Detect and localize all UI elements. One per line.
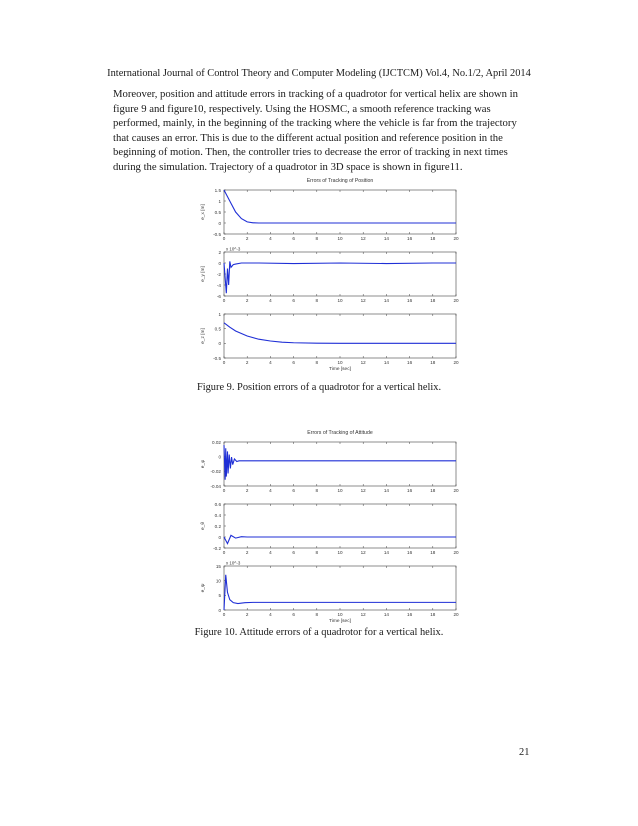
y-tick-label: -2: [216, 271, 221, 277]
series-line: [224, 535, 456, 543]
y-tick-label: 0.4: [214, 512, 221, 518]
y-tick-label: 0: [218, 534, 221, 540]
x-tick-label: 12: [360, 550, 366, 555]
paragraph-line: that causes an error. This is due to the different actual position and reference position in the: [113, 131, 503, 144]
x-tick-label: 20: [453, 488, 459, 493]
x-tick-label: 0: [222, 550, 226, 555]
paragraph-line: figure 9 and figure10, respectively. Using the HOSMC, a smooth reference tracking was: [113, 102, 491, 115]
x-tick-label: 14: [383, 236, 389, 241]
chart-svg: [190, 174, 470, 374]
body-paragraph: [113, 87, 531, 175]
series-line: [224, 190, 456, 223]
x-tick-label: 14: [383, 360, 389, 365]
y-tick-label: -0.02: [210, 469, 221, 475]
x-tick-label: 16: [407, 488, 413, 493]
x-tick-label: 2: [245, 360, 249, 365]
figure-9-chart: [190, 174, 470, 374]
x-tick-label: 14: [383, 488, 389, 493]
x-tick-label: 8: [315, 550, 319, 555]
x-tick-label: 2: [245, 612, 249, 617]
y-tick-label: 1.5: [214, 187, 221, 193]
y-scale-note: x 10^-3: [226, 246, 241, 252]
y-tick-label: 2: [218, 249, 221, 255]
y-tick-label: 1: [218, 311, 221, 317]
y-tick-label: 0: [218, 341, 221, 347]
figure-9-caption: Figure 9. Position errors of a quadrotor for a vertical helix.: [196, 382, 442, 393]
paragraph-line: during the simulation. Trajectory of a quadrotor in 3D space is shown in figure11.: [113, 160, 463, 173]
paragraph-line: Moreover, position and attitude errors in tracking of a quadrotor for vertical helix are shown in: [113, 88, 518, 100]
x-tick-label: 18: [430, 360, 436, 365]
x-tick-label: 4: [269, 612, 272, 617]
y-tick-label: 0.02: [212, 439, 221, 445]
x-tick-label: 8: [315, 488, 319, 493]
paragraph-line: beginning of motion. Then, the controller tries to decrease the error of tracking in next times: [113, 146, 508, 159]
x-tick-label: 0: [222, 488, 226, 493]
x-tick-label: 0: [222, 612, 226, 617]
y-axis-label: e_z [m]: [201, 328, 206, 344]
chart-title: Errors of Tracking of Attitude: [307, 430, 373, 436]
y-tick-label: 0: [218, 454, 221, 460]
x-axis-label: Time [sec]: [329, 367, 351, 372]
y-tick-label: 5: [218, 593, 221, 599]
y-axis-label: e_θ: [201, 521, 206, 531]
y-tick-label: 1: [218, 198, 221, 204]
x-tick-label: 16: [407, 612, 413, 617]
x-tick-label: 10: [337, 550, 343, 555]
y-tick-label: 0.5: [214, 326, 221, 332]
chart-panel-2: [200, 312, 459, 365]
paragraph-line: performed, mainly, in the beginning of the tracking where the vehicle is far from the trajectory: [113, 117, 517, 130]
x-tick-label: 4: [269, 360, 272, 365]
y-tick-label: -0.5: [213, 231, 221, 237]
chart-panel-0: [200, 188, 459, 241]
chart-title: Errors of Tracking of Position: [306, 178, 374, 184]
panel-frame: [224, 504, 456, 548]
chart-panel-0: [201, 440, 459, 493]
y-tick-label: 0.2: [214, 523, 221, 529]
series-line: [224, 575, 456, 610]
x-tick-label: 14: [383, 612, 389, 617]
x-tick-label: 20: [453, 298, 459, 303]
y-axis-label: e_x [m]: [201, 204, 206, 220]
x-tick-label: 4: [269, 236, 272, 241]
panel-frame: [224, 314, 456, 358]
x-tick-label: 20: [453, 236, 459, 241]
series-line: [224, 445, 456, 480]
series-line: [224, 323, 456, 344]
x-tick-label: 18: [430, 550, 436, 555]
x-tick-label: 12: [360, 612, 366, 617]
panel-frame: [224, 190, 456, 234]
x-tick-label: 2: [245, 298, 249, 303]
y-tick-label: 10: [215, 578, 221, 584]
x-tick-label: 20: [453, 550, 459, 555]
chart-panel-1: [200, 502, 459, 555]
panel-frame: [224, 252, 456, 296]
x-tick-label: 16: [407, 550, 413, 555]
chart-svg: [190, 426, 470, 626]
x-tick-label: 10: [337, 298, 343, 303]
x-tick-label: 0: [222, 298, 226, 303]
panel-frame: [224, 566, 456, 610]
y-tick-label: 0.6: [214, 501, 221, 507]
y-tick-label: -0.04: [210, 483, 221, 489]
x-tick-label: 0: [222, 360, 226, 365]
y-tick-label: 0.5: [214, 209, 221, 215]
x-tick-label: 2: [245, 550, 249, 555]
x-tick-label: 10: [337, 488, 343, 493]
x-tick-label: 2: [245, 236, 249, 241]
y-axis-label: e_ψ: [201, 583, 206, 593]
y-tick-label: 0: [218, 260, 221, 266]
figure-10-chart: [190, 426, 470, 626]
x-tick-label: 2: [245, 488, 249, 493]
panel-frame: [224, 442, 456, 486]
x-tick-label: 20: [453, 360, 459, 365]
x-tick-label: 10: [337, 360, 343, 365]
x-axis-label: Time [sec]: [329, 619, 351, 624]
x-tick-label: 6: [292, 360, 295, 365]
x-tick-label: 18: [430, 488, 436, 493]
x-tick-label: 6: [292, 612, 295, 617]
x-tick-label: 20: [453, 612, 459, 617]
x-tick-label: 6: [292, 236, 295, 241]
y-tick-label: -0.5: [213, 355, 221, 361]
x-tick-label: 6: [292, 298, 295, 303]
y-tick-label: 0: [218, 220, 221, 226]
x-tick-label: 12: [360, 488, 366, 493]
x-tick-label: 8: [315, 236, 319, 241]
y-tick-label: -4: [216, 282, 221, 288]
y-tick-label: -6: [216, 293, 221, 299]
x-tick-label: 18: [430, 612, 436, 617]
page-number: 21: [519, 747, 530, 758]
x-tick-label: 10: [337, 236, 343, 241]
x-tick-label: 16: [407, 236, 413, 241]
x-tick-label: 4: [269, 298, 272, 303]
chart-panel-1: [200, 247, 459, 304]
x-tick-label: 18: [430, 236, 436, 241]
x-tick-label: 4: [269, 488, 272, 493]
x-tick-label: 0: [222, 236, 226, 241]
x-tick-label: 6: [292, 550, 295, 555]
x-tick-label: 8: [315, 612, 319, 617]
x-tick-label: 4: [269, 550, 272, 555]
x-tick-label: 6: [292, 488, 295, 493]
figure-10-caption: Figure 10. Attitude errors of a quadrotor for a vertical helix.: [194, 627, 444, 638]
y-tick-label: -0.2: [213, 545, 221, 551]
journal-header: International Journal of Control Theory and Computer Modeling (IJCTCM) Vol.4, No.1/2, April 2014: [107, 68, 531, 79]
y-scale-note: x 10^-3: [226, 560, 241, 566]
chart-panel-2: [200, 561, 459, 618]
y-tick-label: 15: [215, 563, 221, 569]
x-tick-label: 12: [360, 236, 366, 241]
x-tick-label: 16: [407, 360, 413, 365]
y-axis-label: e_φ: [201, 459, 206, 469]
y-tick-label: 0: [218, 607, 221, 613]
series-line: [224, 261, 456, 293]
x-tick-label: 8: [315, 298, 319, 303]
x-tick-label: 10: [337, 612, 343, 617]
x-tick-label: 8: [315, 360, 319, 365]
x-tick-label: 14: [383, 550, 389, 555]
y-axis-label: e_y [m]: [201, 266, 206, 282]
x-tick-label: 16: [407, 298, 413, 303]
x-tick-label: 12: [360, 298, 366, 303]
x-tick-label: 12: [360, 360, 366, 365]
x-tick-label: 14: [383, 298, 389, 303]
x-tick-label: 18: [430, 298, 436, 303]
